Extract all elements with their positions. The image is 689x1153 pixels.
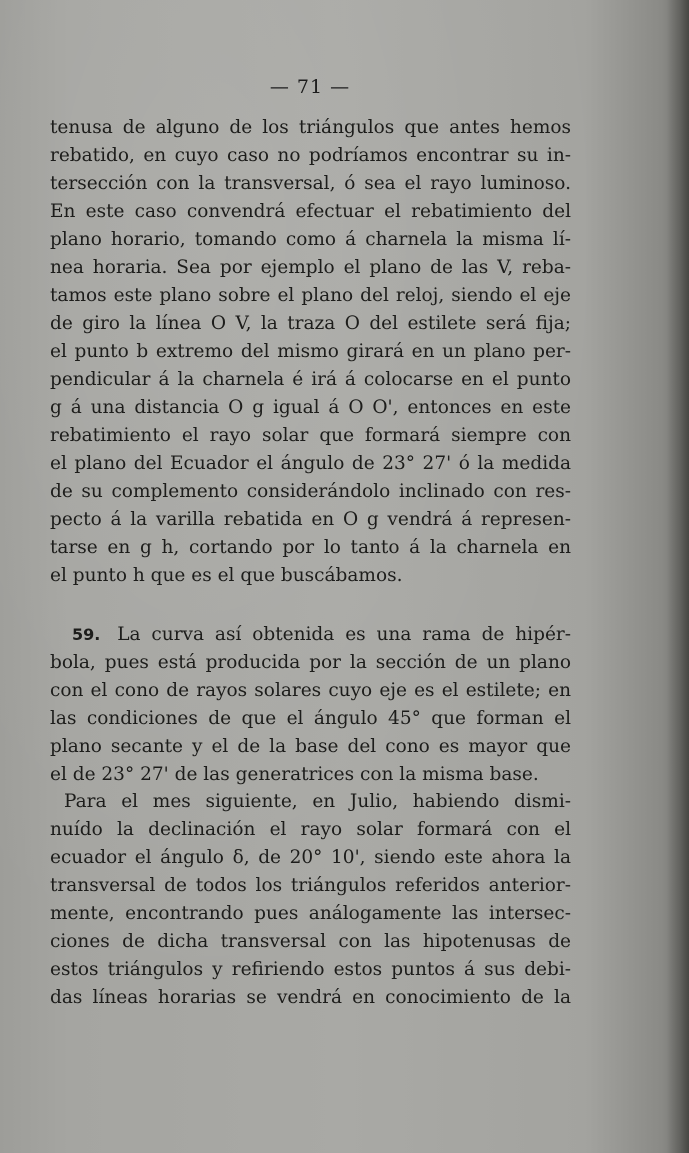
paragraph-line: La curva así obtenida es una rama de hipér-: [117, 624, 571, 645]
paragraph-line: rebatimiento el rayo solar que formará siempre con: [50, 425, 571, 446]
page-edge-shadow: [667, 0, 689, 1153]
paragraph-line: el punto h que es el que buscábamos.: [50, 565, 403, 586]
paragraph-line: rebatido, en cuyo caso no podríamos encontrar su in-: [50, 145, 571, 166]
paragraph-3: [50, 788, 571, 1012]
paragraph-line: el plano del Ecuador el ángulo de 23° 27' ó la medida: [50, 453, 571, 474]
paragraph-line: de giro la línea O V, la traza O del estilete será fija;: [50, 313, 571, 334]
paragraph-line: plano secante y el de la base del cono es mayor que: [50, 736, 571, 757]
paragraph-line: pecto á la varilla rebatida en O g vendrá á represen-: [50, 509, 571, 530]
paragraph-line: el de 23° 27' de las generatrices con la misma base.: [50, 764, 539, 785]
paragraph-line: con el cono de rayos solares cuyo eje es el estilete; en: [50, 680, 571, 701]
paragraph-line: tarse en g h, cortando por lo tanto á la charnela en: [50, 537, 571, 558]
paragraph-line: En este caso convendrá efectuar el rebatimiento del: [50, 201, 571, 222]
paragraph-line: ciones de dicha transversal con las hipotenusas de: [50, 931, 571, 952]
paragraph-line: g á una distancia O g igual á O O', entonces en este: [50, 397, 571, 418]
paragraph-line: nuído la declinación el rayo solar formará con el: [50, 819, 571, 840]
paragraph-line: de su complemento considerándolo inclinado con res-: [50, 481, 571, 502]
paragraph-line: bola, pues está producida por la sección de un plano: [50, 652, 571, 673]
paragraph-line: tenusa de alguno de los triángulos que antes hemos: [50, 117, 571, 138]
paragraph-line: das líneas horarias se vendrá en conocimiento de la: [50, 987, 571, 1008]
section-number: 59.: [72, 625, 101, 644]
paragraph-line: nea horaria. Sea por ejemplo el plano de las V, reba-: [50, 257, 571, 278]
paragraph-1: [50, 114, 571, 590]
paragraph-line: plano horario, tomando como á charnela la misma lí-: [50, 229, 571, 250]
page-number: — 71 —: [269, 76, 351, 98]
paragraph-2: [50, 621, 571, 789]
paragraph-line: pendicular á la charnela é irá á colocarse en el punto: [50, 369, 571, 390]
paragraph-line: ecuador el ángulo δ, de 20° 10', siendo este ahora la: [50, 847, 571, 868]
paragraph-line: mente, encontrando pues análogamente las intersec-: [50, 903, 571, 924]
paragraph-line: las condiciones de que el ángulo 45° que forman el: [50, 708, 571, 729]
paragraph-line: tamos este plano sobre el plano del reloj, siendo el eje: [50, 285, 571, 306]
paragraph-line: estos triángulos y refiriendo estos puntos á sus debi-: [50, 959, 571, 980]
paragraph-line: transversal de todos los triángulos referidos anterior-: [50, 875, 571, 896]
paragraph-line: el punto b extremo del mismo girará en un plano per-: [50, 341, 571, 362]
paragraph-line: tersección con la transversal, ó sea el rayo luminoso.: [50, 173, 571, 194]
paragraph-line: Para el mes siguiente, en Julio, habiendo dismi-: [64, 791, 571, 812]
paragraph-first-line: [50, 621, 571, 649]
